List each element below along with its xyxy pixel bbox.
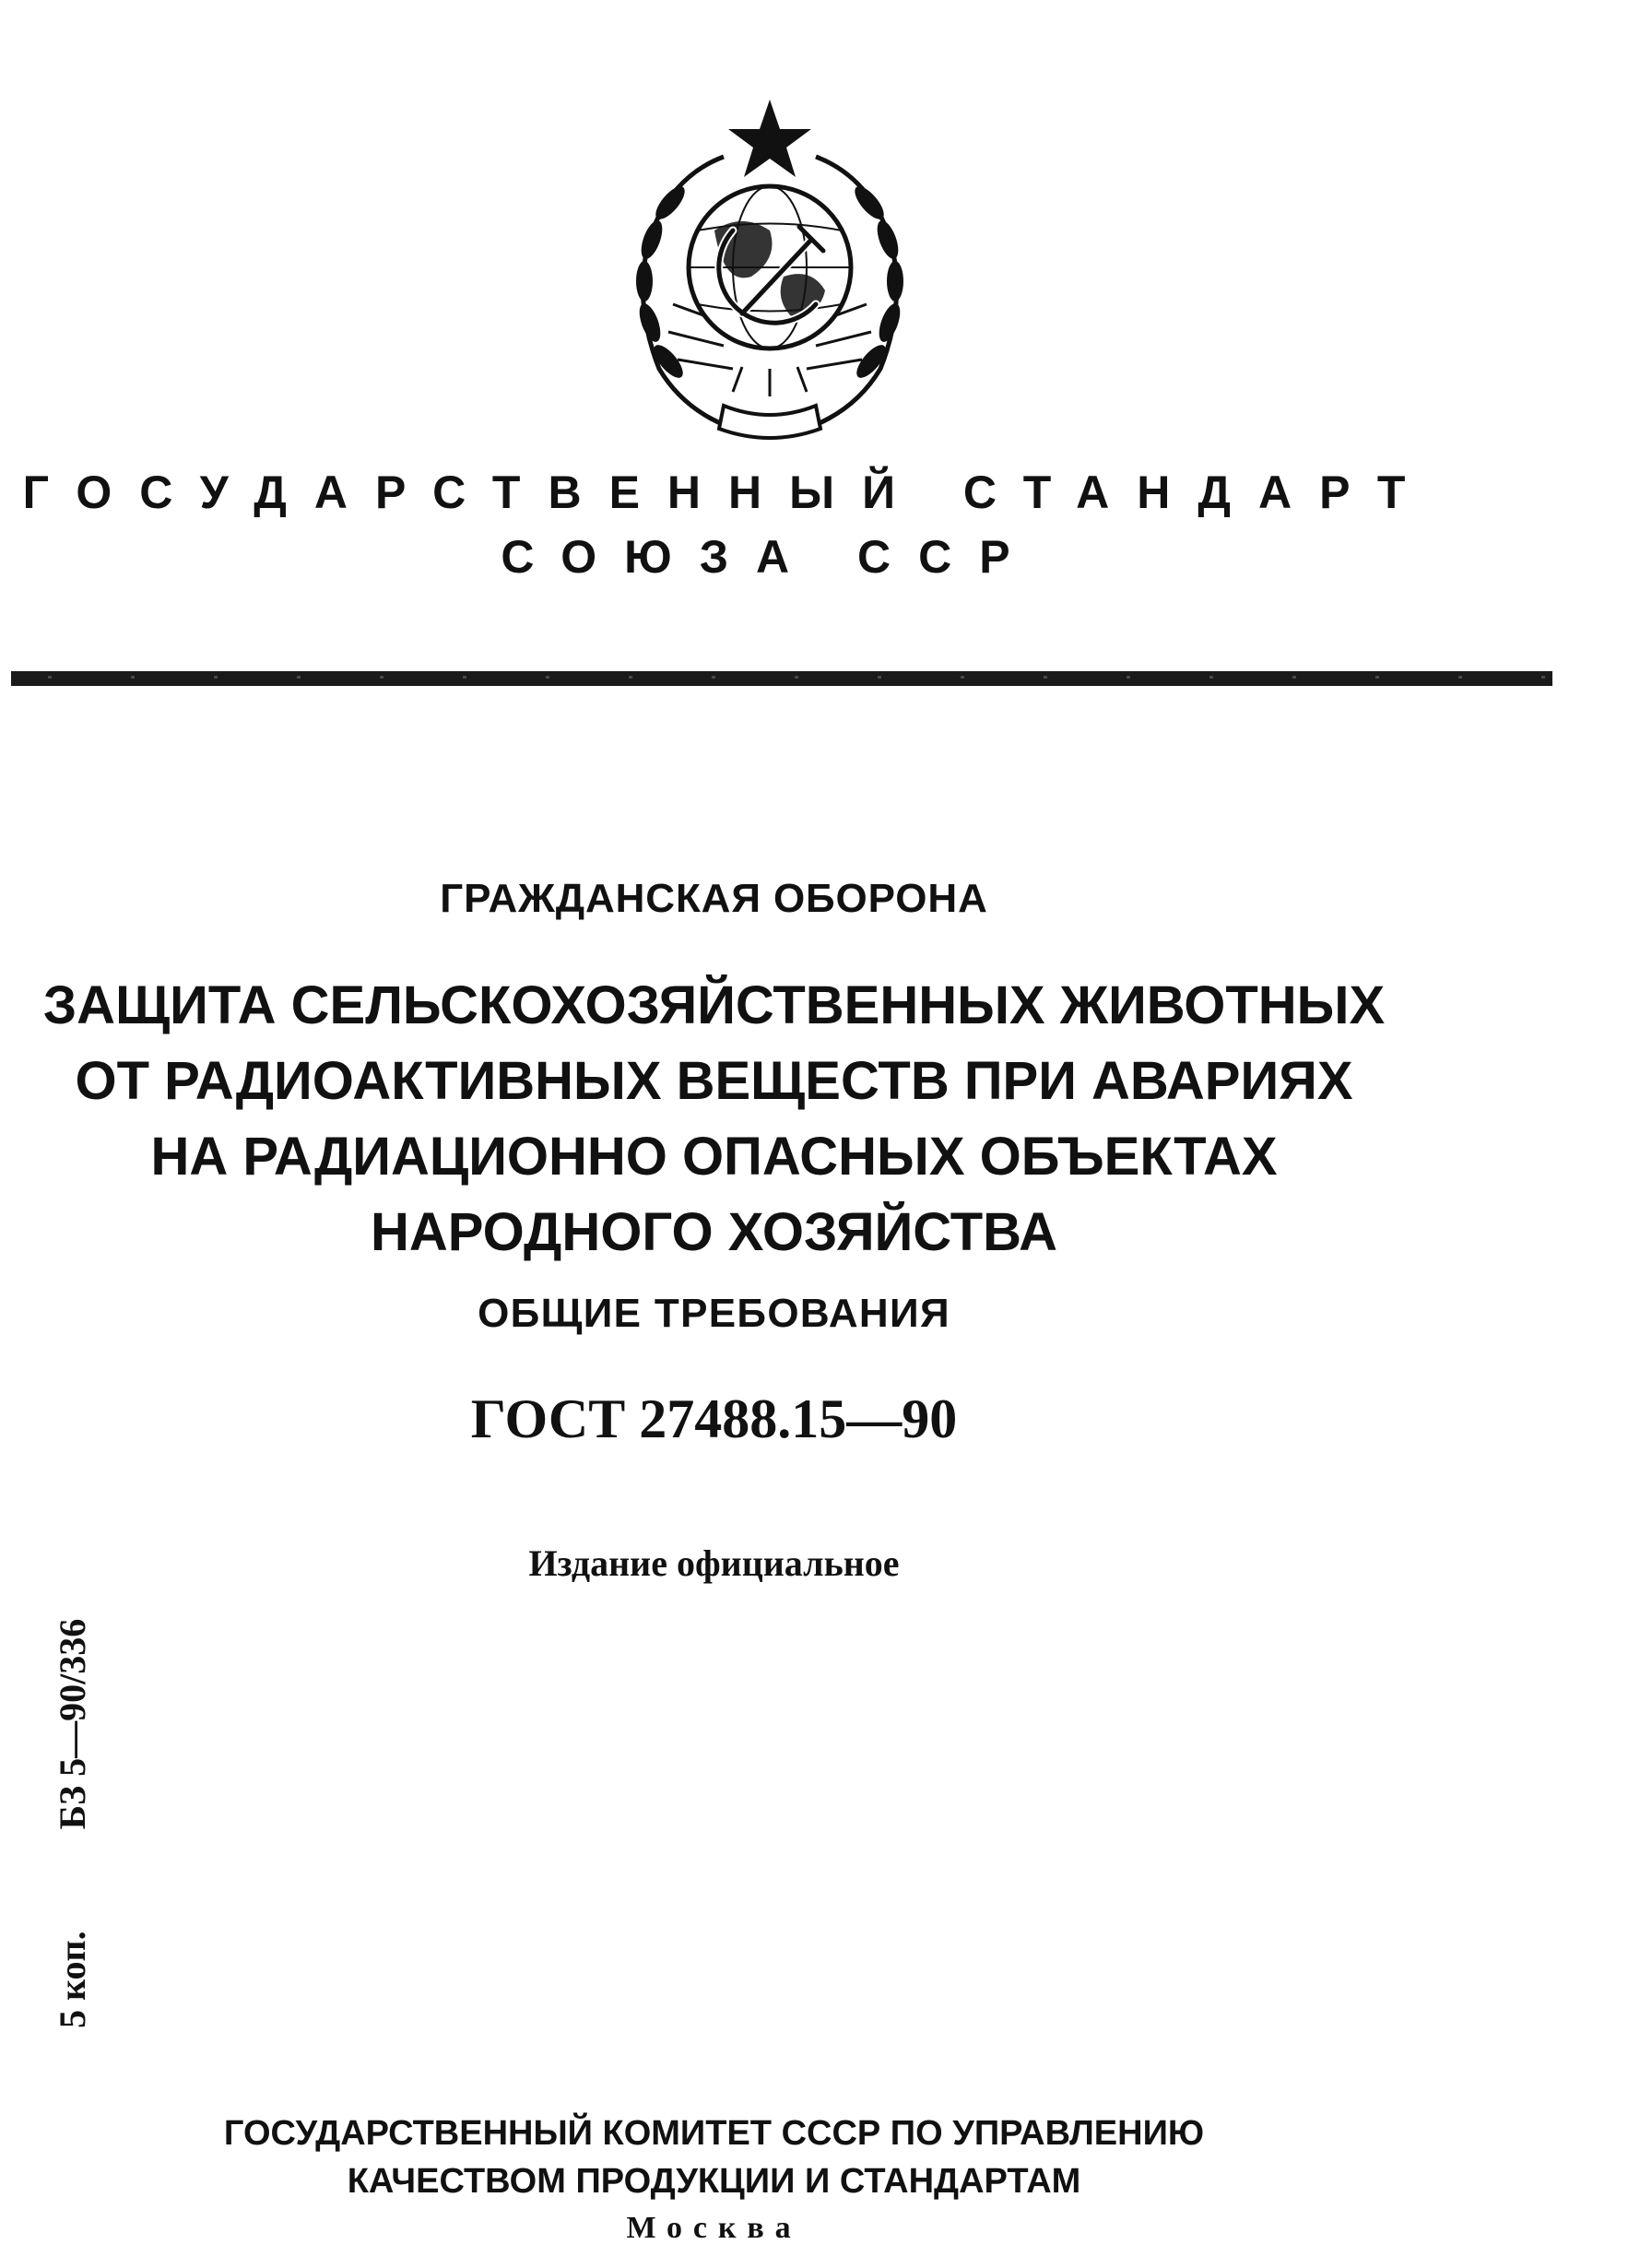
price-label: 5 коп. xyxy=(52,1931,93,2028)
side-note xyxy=(51,1518,94,2028)
header-line-2: СОЮЗА ССР xyxy=(501,531,1038,583)
catalog-label: БЗ 5—90/336 xyxy=(52,1618,93,1830)
publisher-line-2: КАЧЕСТВОМ ПРОДУКЦИИ И СТАНДАРТАМ xyxy=(347,2162,1081,2201)
edition-label: Издание официальное xyxy=(528,1542,900,1584)
title-line: ОТ РАДИОАКТИВНЫХ ВЕЩЕСТВ ПРИ АВАРИЯХ xyxy=(75,1051,1353,1111)
title-line: НАРОДНОГО ХОЗЯЙСТВА xyxy=(370,1202,1058,1262)
publisher-city: Москва xyxy=(626,2211,802,2245)
title-line: ЗАЩИТА СЕЛЬСКОХОЗЯЙСТВЕННЫХ ЖИВОТНЫХ xyxy=(42,975,1386,1035)
header-line-1: ГОСУДАРСТВЕННЫЙ СТАНДАРТ xyxy=(22,467,1434,518)
document-subtitle: ОБЩИЕ ТРЕБОВАНИЯ xyxy=(478,1291,950,1336)
document-title xyxy=(0,968,1534,1270)
publisher xyxy=(0,2109,1534,2205)
ussr-coat-of-arms-icon xyxy=(585,92,954,452)
divider-rule xyxy=(11,671,1552,686)
gost-code: ГОСТ 27488.15—90 xyxy=(470,1388,958,1449)
title-line: НА РАДИАЦИОННО ОПАСНЫХ ОБЪЕКТАХ xyxy=(150,1127,1278,1187)
document-category: ГРАЖДАНСКАЯ ОБОРОНА xyxy=(440,876,988,921)
publisher-line-1: ГОСУДАРСТВЕННЫЙ КОМИТЕТ СССР ПО УПРАВЛЕНИЮ xyxy=(223,2114,1205,2153)
